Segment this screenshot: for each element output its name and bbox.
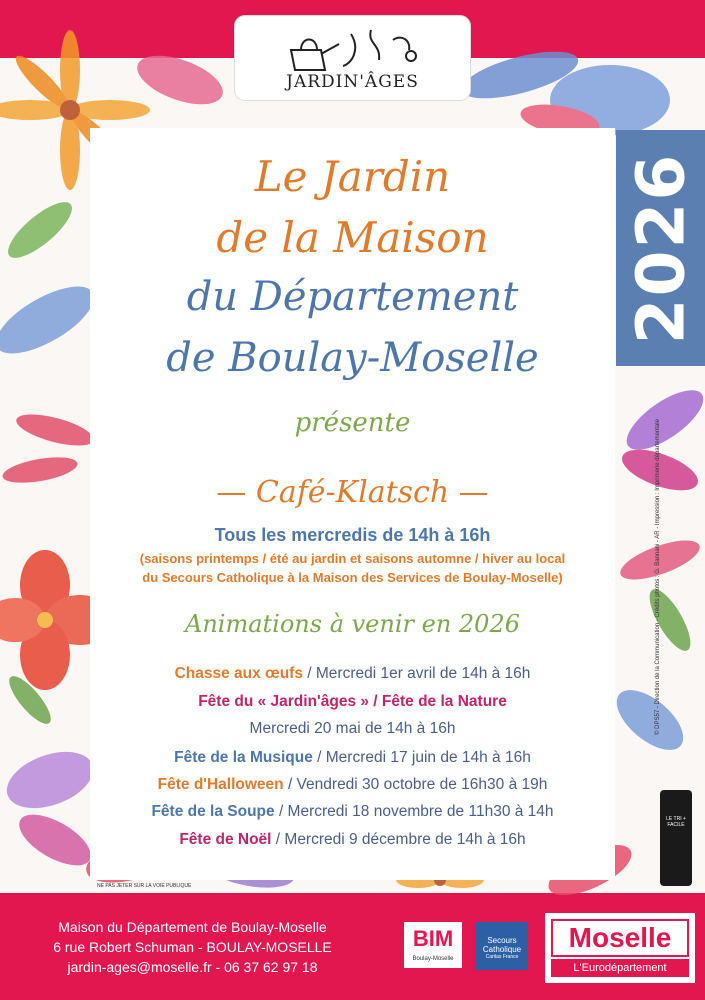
- bim-sub-label: Boulay-Moselle: [412, 956, 454, 962]
- cafe-note-1: (saisons printemps / été au jardin et saisons automne / hiver au local: [139, 551, 566, 566]
- title-line-1: Le Jardin: [254, 152, 451, 201]
- event-date: Mercredi 20 mai de 14h à 16h: [249, 720, 456, 737]
- event-name: Fête du « Jardin'âges » / Fête de la Nature: [198, 693, 507, 710]
- watering-can-icon: [281, 20, 426, 72]
- event-row: [90, 720, 615, 738]
- footer-email-phone[interactable]: jardin-ages@moselle.fr - 06 37 62 97 18: [67, 959, 318, 975]
- title-line-3: du Département: [186, 274, 519, 320]
- footer-line-2: 6 rue Robert Schuman - BOULAY-MOSELLE: [53, 939, 332, 955]
- event-date: / Vendredi 30 octobre de 16h30 à 19h: [283, 776, 548, 793]
- sc-line-3: Caritas France: [485, 954, 519, 960]
- title-line-4: de Boulay-Moselle: [166, 335, 539, 381]
- footer-line-1: Maison du Département de Boulay-Moselle: [58, 919, 327, 935]
- year-label: 2026: [622, 152, 700, 344]
- cafe-schedule: Tous les mercredis de 14h à 16h: [214, 525, 491, 545]
- event-row: [90, 693, 615, 711]
- animations-heading: Animations à venir en 2026: [184, 610, 520, 638]
- credit-text: © DPS57 - Direction de la Communication - Crédits photos : G. Bannani - AR - Impression : Imprimerie départementale: [655, 419, 662, 735]
- bim-logo: [404, 922, 462, 968]
- moselle-label: Moselle: [551, 919, 689, 957]
- presente-label: présente: [294, 408, 411, 438]
- event-row: [90, 831, 615, 849]
- tri-logo: [660, 790, 692, 886]
- secours-catholique-logo: [476, 922, 528, 970]
- tri-label: LE TRI + FACILE: [666, 816, 686, 828]
- moselle-sub-label: L'Eurodépartement: [551, 959, 689, 977]
- voie-publique-note: NE PAS JETER SUR LA VOIE PUBLIQUE: [97, 883, 192, 889]
- event-row: [90, 776, 615, 794]
- event-date: / Mercredi 1er avril de 14h à 16h: [302, 665, 531, 682]
- moselle-logo: [545, 913, 695, 983]
- event-name: Fête de la Musique: [174, 749, 313, 766]
- event-name: Chasse aux œufs: [174, 665, 303, 682]
- cafe-title: — Café-Klatsch —: [216, 475, 489, 510]
- logo-title: JARDIN'ÂGES: [286, 72, 419, 92]
- jardin-ages-logo: [235, 16, 470, 100]
- event-name: Fête d'Halloween: [157, 776, 284, 793]
- sc-line-2: Catholique: [482, 945, 522, 954]
- cafe-note-2: du Secours Catholique à la Maison des Services de Boulay-Moselle): [142, 570, 563, 585]
- sc-line-1: Secours: [487, 936, 517, 945]
- event-name: Fête de Noël: [179, 831, 272, 848]
- bim-label: BIM: [412, 926, 454, 951]
- event-name: Fête de la Soupe: [151, 803, 275, 820]
- event-row: [90, 803, 615, 821]
- event-date: / Mercredi 17 juin de 14h à 16h: [312, 749, 531, 766]
- title-line-2: de la Maison: [216, 213, 489, 262]
- event-row: [90, 749, 615, 767]
- event-date: / Mercredi 18 novembre de 11h30 à 14h: [274, 803, 554, 820]
- event-row: [90, 665, 615, 683]
- event-date: / Mercredi 9 décembre de 14h à 16h: [271, 831, 526, 848]
- footer-address: [20, 917, 365, 977]
